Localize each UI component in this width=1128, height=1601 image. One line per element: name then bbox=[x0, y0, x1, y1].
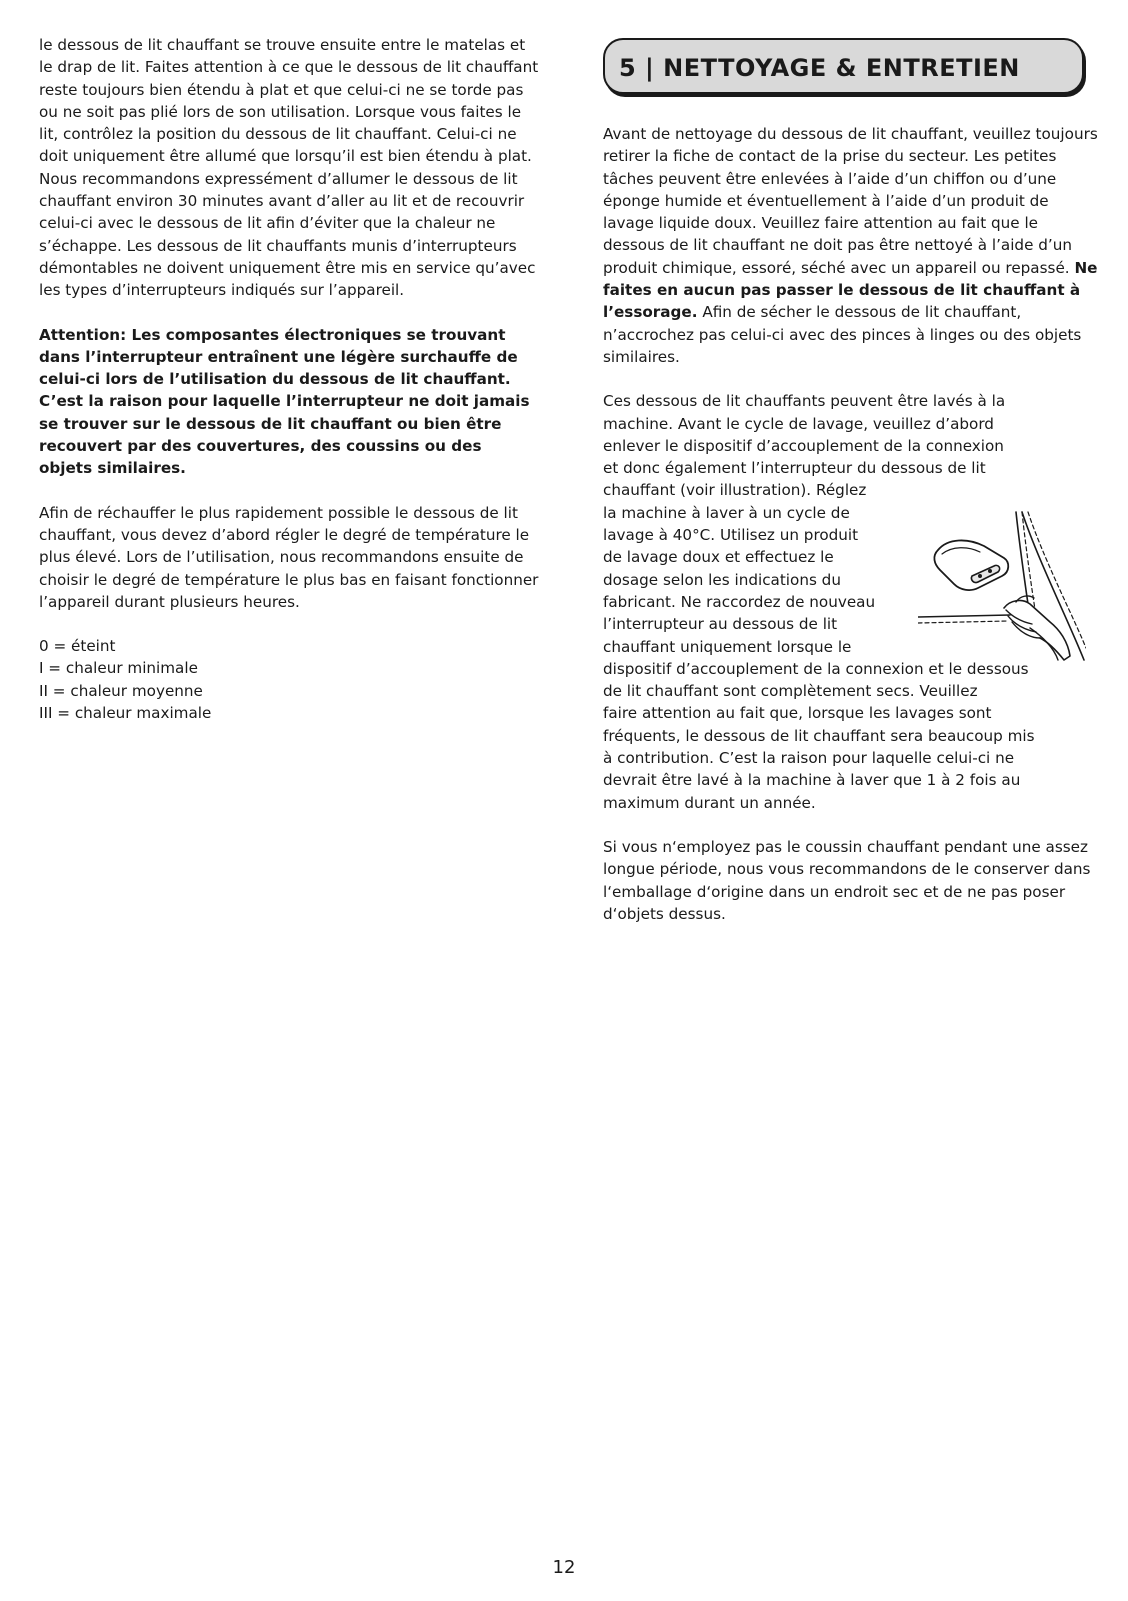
washing-line: maximum durant un année. bbox=[603, 793, 816, 812]
section-title: 5 | NETTOYAGE & ENTRETIEN bbox=[619, 54, 1020, 82]
washing-line: devrait être lavé à la machine à laver que 1 à 2 fois au bbox=[603, 771, 1021, 790]
washing-line: chauffant (voir illustration). Réglez bbox=[603, 481, 867, 500]
heat-level-2: II = chaleur moyenne bbox=[39, 681, 203, 700]
washing-line: de lit chauffant sont complètement secs. Veuillez bbox=[603, 682, 978, 701]
section-header bbox=[603, 38, 1084, 94]
blanket-bottom-stitch bbox=[918, 621, 1008, 623]
cleaning-paragraph bbox=[603, 123, 1103, 368]
washing-line: à contribution. C’est la raison pour laquelle celui-ci ne bbox=[603, 749, 1015, 768]
heating-paragraph: Afin de réchauffer le plus rapidement possible le dessous de lit chauffant, vous devez d’abord régler le degré de température le plus élevé. Lors de l’utilisation, nous recommandons ensuite de choisir le degré de température le plus bas en faisant fonctionner l’appareil durant plusieurs heures. bbox=[39, 503, 539, 611]
left-column bbox=[39, 34, 539, 724]
washing-line: lavage à 40°C. Utilisez un produit bbox=[603, 526, 859, 545]
warning-paragraph: Attention: Les composantes électroniques se trouvant dans l’interrupteur entraînent une légère surchauffe de celui-ci lors de l’utilisation du dessous de lit chauffant. C’est la raison pour laquelle l’interrupteur ne doit jamais se trouver sur le dessous de lit chauffant ou bien être recouvert par des couvertures, des coussins ou des objets similaires. bbox=[39, 325, 530, 478]
heat-level-0: 0 = éteint bbox=[39, 637, 116, 656]
washing-line: de lavage doux et effectuez le bbox=[603, 548, 834, 567]
heat-levels-list bbox=[39, 635, 539, 724]
connector-plug-icon bbox=[934, 540, 1008, 590]
blanket-bottom-line bbox=[918, 615, 1010, 617]
drying-text: Afin de sécher le dessous de lit chauffant, n’accrochez pas celui-ci avec des pinces à linges ou des objets similaires. bbox=[603, 303, 1082, 366]
cleaning-warning: Ne faites en aucun pas passer le dessous de lit chauffant à l’essorage. bbox=[603, 258, 1098, 322]
washing-line: dosage selon les indications du bbox=[603, 570, 841, 589]
washing-line: enlever le dispositif d’accouplement de la connexion bbox=[603, 436, 1004, 455]
heat-level-1: I = chaleur minimale bbox=[39, 659, 198, 678]
washing-line: la machine à laver à un cycle de bbox=[603, 503, 850, 522]
washing-line: l’interrupteur au dessous de lit bbox=[603, 615, 838, 634]
washing-line: machine. Avant le cycle de lavage, veuillez d’abord bbox=[603, 414, 994, 433]
heat-level-3: III = chaleur maximale bbox=[39, 704, 212, 723]
page-number: 12 bbox=[552, 1557, 576, 1578]
intro-paragraph: le dessous de lit chauffant se trouve ensuite entre le matelas et le drap de lit. Faites attention à ce que le dessous de lit chauffant reste toujours bien étendu à plat et que celui-ci ne se torde pas ou ne soit pas plié lors de son utilisation. Lorsque vous faites le lit, contrôlez la position du dessous de lit chauffant. Celui-ci ne doit uniquement être allumé que lorsqu’il est bien étendu à plat. Nous recommandons expressément d’allumer le dessous de lit chauffant environ 30 minutes avant d’aller au lit et de recouvrir celui-ci avec le dessous de lit afin d’éviter que la chaleur ne s’échappe. Les dessous de lit chauffants munis d’interrupteurs démontables ne doivent uniquement être mis en service qu’avec les types d’interrupteurs indiqués sur l’appareil. bbox=[39, 36, 539, 300]
washing-line: et donc également l’interrupteur du dessous de lit bbox=[603, 459, 986, 478]
washing-line: chauffant uniquement lorsque le bbox=[603, 637, 852, 656]
washing-line: dispositif d’accouplement de la connexion et le dessous bbox=[603, 659, 1029, 678]
washing-line: fabricant. Ne raccordez de nouveau bbox=[603, 592, 876, 611]
washing-line: Ces dessous de lit chauffants peuvent être lavés à la bbox=[603, 392, 1006, 411]
connector-illustration bbox=[918, 510, 1086, 680]
storage-paragraph: Si vous n‘employez pas le coussin chauffant pendant une assez longue période, nous vous recommandons de le conserver dans l‘emballage d‘origine dans un endroit sec et de ne pas poser d‘objets dessus. bbox=[603, 837, 1091, 923]
cleaning-text: Avant de nettoyage du dessous de lit chauffant, veuillez toujours retirer la fiche de contact de la prise du secteur. Les petites tâches peuvent être enlevées à l’aide d’un chiffon ou d’une éponge humide et éventuellement à l’aide d’un produit de lavage liquide doux. Veuillez faire attention au fait que le dessous de lit chauffant ne doit pas être nettoyé à l’aide d’un produit chimique, essoré, séché avec un appareil ou repassé. bbox=[603, 125, 1098, 277]
washing-line: faire attention au fait que, lorsque les lavages sont bbox=[603, 704, 992, 723]
washing-line: fréquents, le dessous de lit chauffant sera beaucoup mis bbox=[603, 726, 1035, 745]
